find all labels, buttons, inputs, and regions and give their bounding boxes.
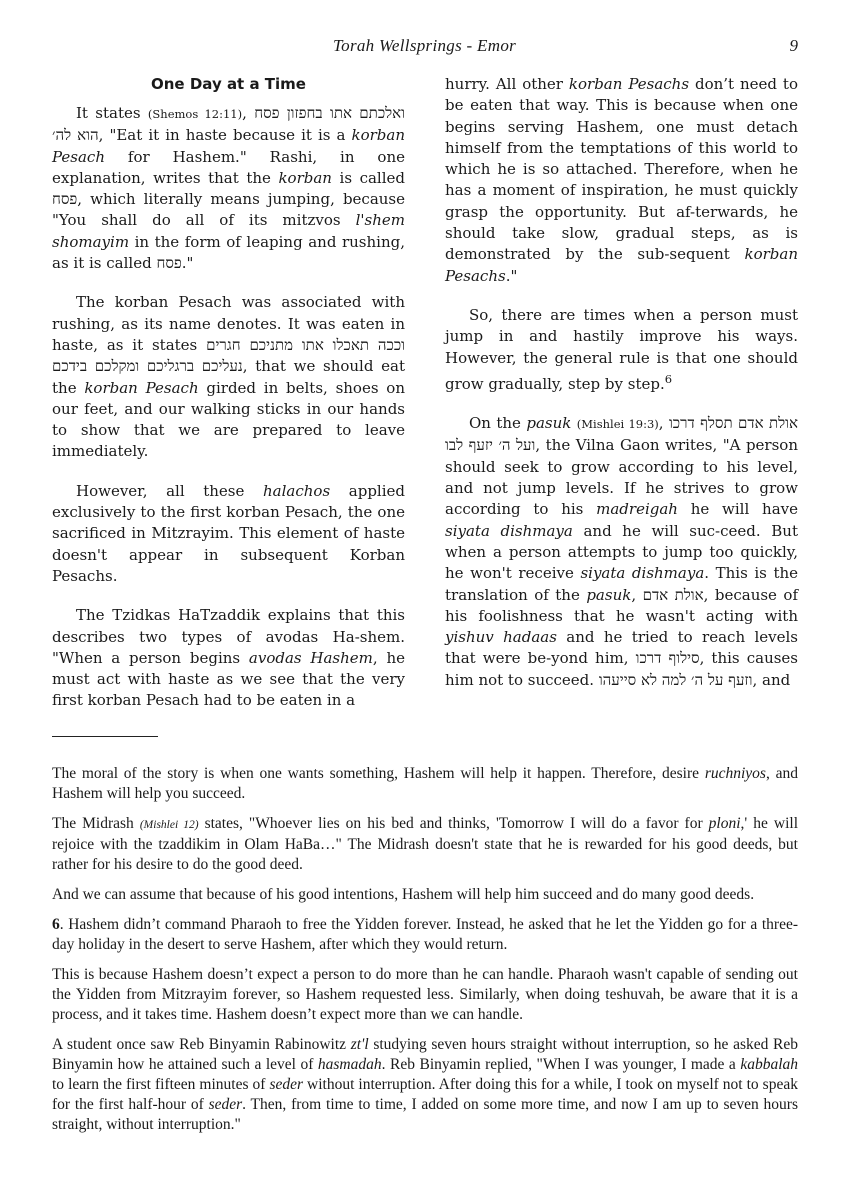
- paragraph: The Tzidkas HaTzaddik explains that this describes two types of avodas Ha-shem. "When a person begins avodas Hashem, he must act with haste as we see that the very first korban Pesach had to be eaten in a: [52, 606, 405, 710]
- footnote: A student once saw Reb Binyamin Rabinowitz zt'l studying seven hours straight without interruption, so he asked Reb Binyamin how he attained such a level of hasmadah. Reb Binyamin replied, "When I was younger, I made a kabbalah to learn the first fifteen minutes of seder without interruption. After doing this for a while, I took on myself not to speak for the first half-hour of seder. Then, from time to time, I added on some more time, and now I am up to seven hours straight, without interruption.": [52, 1036, 799, 1133]
- paragraph: hurry. All other korban Pesachs don’t need to be eaten that way. This is because when one begins serving Hashem, one must detach himself from the temptations of this world to which he is so attached. Therefore, when he has a moment of inspiration, he must quickly grasp the opportunity. But af-terwards, he should take slow, gradual steps, as is demonstrated by the sub-sequent korban Pesachs.": [445, 75, 798, 285]
- footnote: This is because Hashem doesn’t expect a person to do more than he can handle. Pharaoh wasn't capable of sending out the Yidden from Mitzrayim forever, so Hashem requested less. Similarly, when doing teshuvah, be aware that it is a process, and it takes time. Hashem doesn’t expect more than we can handle.: [52, 966, 798, 1023]
- paragraph: The korban Pesach was associated with rushing, as its name denotes. It was eaten in haste, as it states וככה תאכלו אתו מתניכם חגרים נעליכם ברגליכם ומקלכם בידכם, that we should eat the korban Pesach girded in belts, shoes on our feet, and our walking sticks in our hands to show that we are prepared to leave immediately.: [52, 293, 405, 461]
- footnote: The moral of the story is when one wants something, Hashem will help it happen. Therefore, desire ruchniyos, and Hashem will help you succeed.: [52, 765, 798, 802]
- footnote: The Midrash (Mishlei 12) states, "Whoever lies on his bed and thinks, 'Tomorrow I will do a favor for ploni,' he will rejoice with the tzaddikim in Olam HaBa…" The Midrash doesn't state that he is rewarded for his good deeds, but rather for his desire to do the good deed.: [52, 815, 799, 873]
- paragraph: It states (Shemos 12:11), ואלכתם אתו בחפזון פסח הוא לה׳, "Eat it in haste because it is a korban Pesach for Hashem." Rashi, in one explanation, writes that the korban is called פסח, which literally means jumping, because "You shall do all of its mitzvos l'shem shomayim in the form of leaping and rushing, as it is called פסח.": [52, 104, 406, 273]
- paragraph: However, all these halachos applied exclusively to the first korban Pesach, the one sacrificed in Mitzrayim. This element of haste doesn't appear in subsequent Korban Pesachs.: [52, 481, 405, 585]
- footnote-ref: 6: [664, 371, 673, 386]
- footnote: 6. Hashem didn’t command Pharaoh to free the Yidden forever. Instead, he asked that he let the Yidden go for a three-day holiday in the desert to serve Hashem, after which they would return.: [52, 916, 798, 953]
- page-number: 9: [789, 36, 798, 55]
- footnote-number: 6: [52, 916, 60, 933]
- footnotes: [52, 764, 798, 1145]
- footnote-divider: [52, 736, 158, 737]
- footnote: And we can assume that because of his good intentions, Hashem will help him succeed and do many good deeds.: [52, 886, 755, 903]
- section-title: One Day at a Time: [151, 75, 306, 93]
- paragraph: On the pasuk (Mishlei 19:3), אולת אדם תסלף דרכו ועל ה׳ יזעף לבו, the Vilna Gaon writes, "A person should seek to grow according to his level, and not jump levels. If he strives to grow according to his madreigah he will have siyata dishmaya and he will suc-ceed. But when a person attempts to jump too quickly, he won't receive siyata dishmaya. This is the translation of the pasuk, אולת אדם, because of his foolishness that he wasn't acting with yishuv hadaas and he tried to reach levels that were be-yond him, סילוף דרכו, this causes him not to succeed. וזעף על ה׳ למה לא סייעהו, and: [445, 414, 799, 689]
- right-column: [445, 74, 798, 709]
- paragraph: So, there are times when a person must jump in and hastily improve his ways. However, the general rule is that one should grow gradually, step by step.$^6$: [445, 305, 798, 393]
- running-header-title: Torah Wellsprings - Emor: [332, 36, 517, 55]
- left-column: [52, 74, 405, 730]
